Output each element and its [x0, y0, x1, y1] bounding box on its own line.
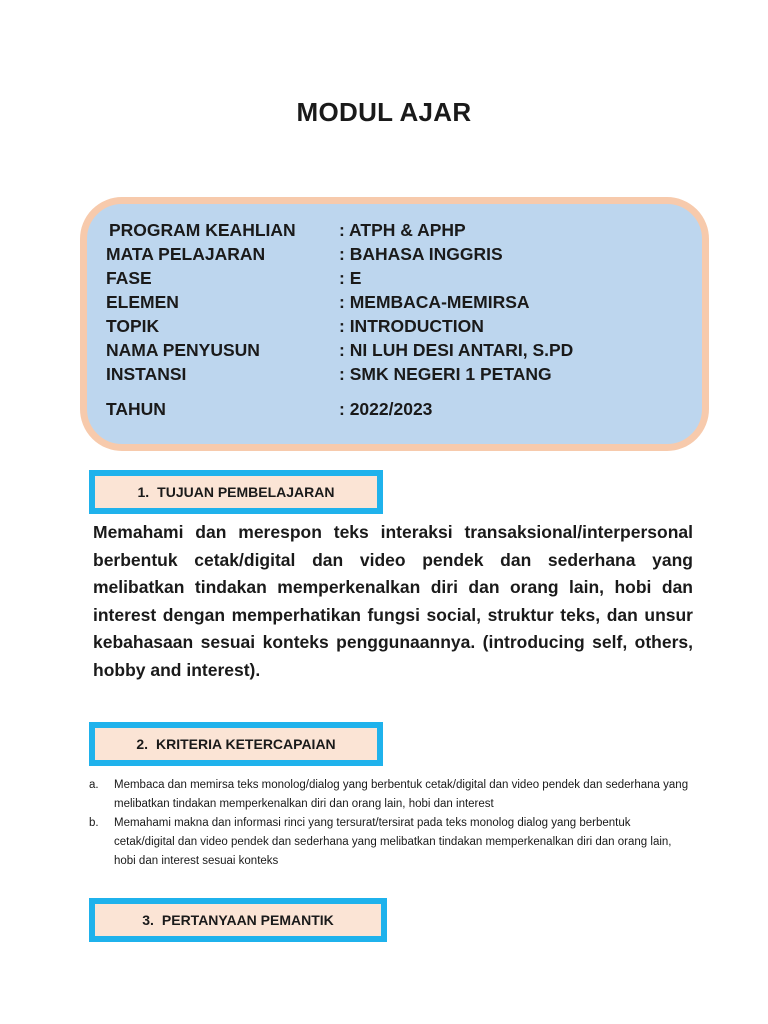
info-value: : BAHASA INGGRIS — [339, 244, 503, 264]
list-item-text: Memahami makna dan informasi rinci yang tersurat/tersirat pada teks monolog dialog yang berbentuk cetak/digital dan video pendek dan sederhana yang melibatkan tindakan memperkenalkan diri dan orang lain, hobi dan interest sesuai konteks — [114, 817, 672, 867]
learning-objective-text: Memahami dan merespon teks interaksi transaksional/interpersonal berbentuk cetak/digital dan video pendek dan sederhana yang melibatkan tindakan memperkenalkan diri dan orang lain, hobi dan interest dengan memperhatikan fungsi social, struktur teks, dan unsur kebahasaan sesuai konteks penggunaannya. (introducing self, others, hobby and interest). — [93, 522, 693, 680]
criteria-list — [89, 776, 689, 871]
section-number: 1. — [137, 484, 150, 500]
info-row-phase — [106, 268, 361, 289]
info-row-institution — [106, 364, 552, 385]
section-title: KRITERIA KETERCAPAIAN — [156, 736, 336, 752]
info-value: : ATPH & APHP — [339, 220, 466, 240]
info-label: TOPIK — [106, 316, 160, 336]
info-value: : SMK NEGERI 1 PETANG — [339, 364, 552, 384]
info-row-subject — [106, 244, 503, 265]
section-header-objectives — [89, 470, 383, 514]
section-header-criteria — [89, 722, 383, 766]
info-label: FASE — [106, 268, 152, 288]
info-value: : INTRODUCTION — [339, 316, 484, 336]
page-title: MODUL AJAR — [296, 97, 472, 127]
list-marker: b. — [89, 817, 99, 829]
info-label: TAHUN — [106, 399, 166, 419]
info-row-program — [109, 220, 466, 241]
section-number: 3. — [142, 912, 154, 928]
list-item-text: Membaca dan memirsa teks monolog/dialog yang berbentuk cetak/digital dan video pendek dan sederhana yang melibatkan tindakan memperkenalkan diri dan orang lain, hobi dan interest — [114, 779, 689, 810]
section-header-guiding-questions — [89, 898, 387, 942]
info-row-author — [106, 340, 573, 361]
list-item — [89, 814, 689, 871]
section-number: 2. — [136, 736, 148, 752]
list-item — [89, 776, 689, 814]
info-label: PROGRAM KEAHLIAN — [109, 220, 296, 240]
info-row-topic — [106, 316, 484, 337]
info-label: NAMA PENYUSUN — [106, 340, 260, 360]
module-info-box — [80, 197, 709, 451]
info-label: ELEMEN — [106, 292, 179, 312]
list-marker: a. — [89, 779, 99, 791]
info-value: : NI LUH DESI ANTARI, S.PD — [339, 340, 574, 360]
info-label: MATA PELAJARAN — [106, 244, 266, 264]
section-title: TUJUAN PEMBELAJARAN — [157, 484, 335, 500]
info-value: : MEMBACA-MEMIRSA — [339, 292, 530, 312]
info-value: : E — [339, 268, 362, 288]
section-title: PERTANYAAN PEMANTIK — [161, 912, 334, 928]
info-value: : 2022/2023 — [339, 399, 433, 419]
info-label: INSTANSI — [106, 364, 187, 384]
info-row-element — [106, 292, 530, 313]
info-row-year — [106, 399, 432, 420]
